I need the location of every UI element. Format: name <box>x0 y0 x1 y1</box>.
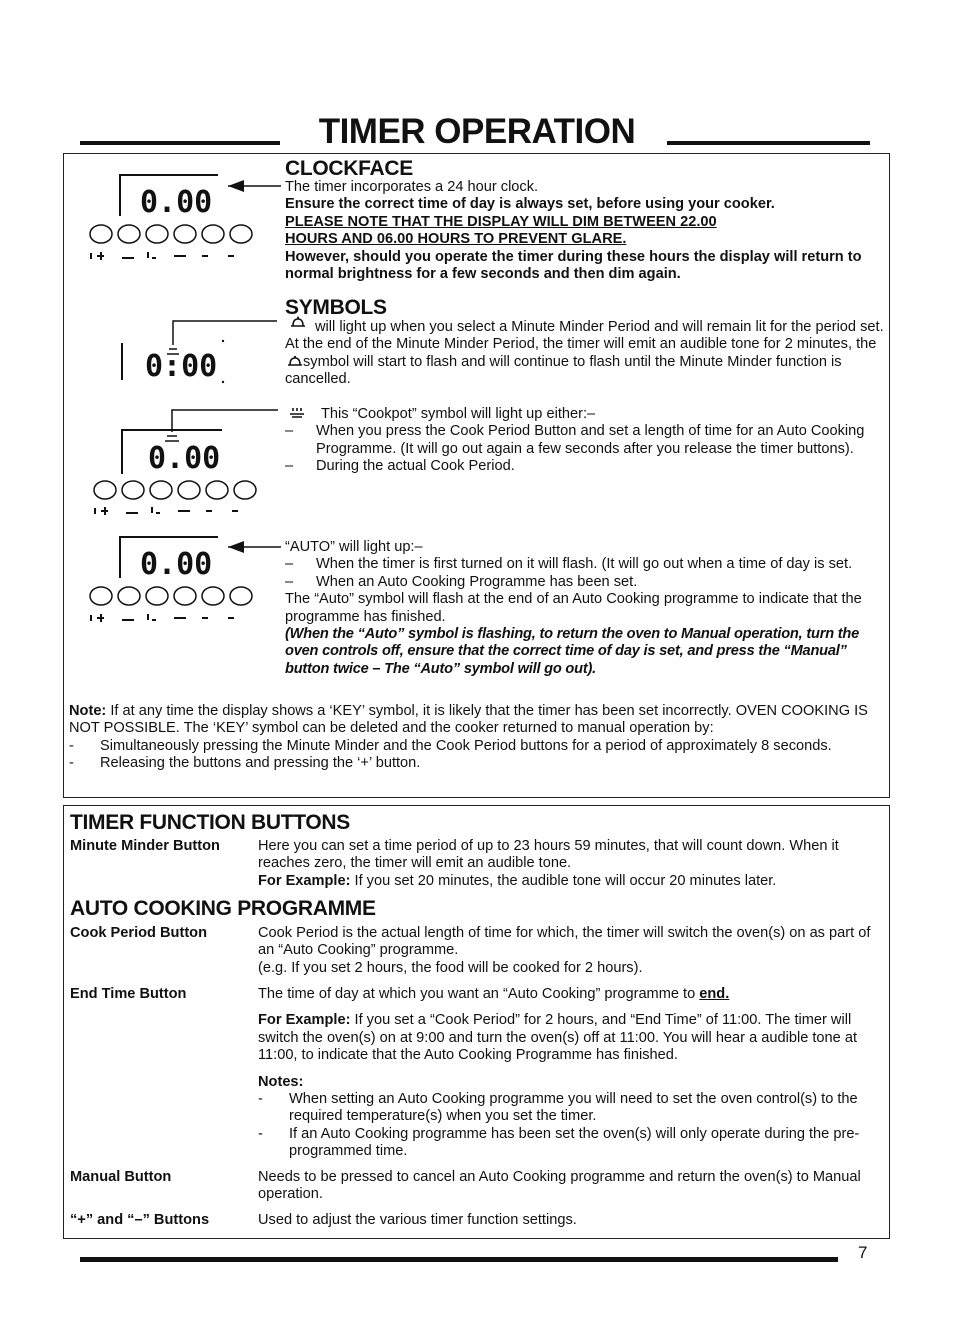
indicator-circles <box>90 587 252 605</box>
notes-item <box>258 1091 888 1126</box>
clockface-line-2: Ensure the correct time of day is always set, before using your cooker. <box>285 196 775 213</box>
clockface-text <box>285 179 885 283</box>
cookpot-item <box>285 423 889 458</box>
arrow-left-icon <box>228 541 244 553</box>
key-note <box>69 703 887 773</box>
end-time-end: end. <box>699 986 730 1002</box>
title-rule-right <box>667 141 870 145</box>
clockface-reading: 0.00 <box>140 185 213 220</box>
example-label: For Example: <box>258 1012 351 1029</box>
cookpot-text <box>285 406 889 476</box>
cook-period-label: Cook Period Button <box>70 925 208 941</box>
cookpot-intro: This “Cookpot” symbol will light up either:– <box>321 406 596 422</box>
auto-intro: “AUTO” will light up:– <box>285 539 423 555</box>
timer-function-buttons-heading: TIMER FUNCTION BUTTONS <box>70 811 350 834</box>
auto-display-illustration <box>88 534 288 626</box>
clockface-line-5: However, should you operate the timer during these hours the display will return to normal brightness for a few seconds and then dim again. <box>285 248 862 283</box>
note-text: If at any time the display shows a ‘KEY’ symbol, it is likely that the timer has been set incorrectly. OVEN COOKING IS NOT POSSIBLE. The ‘KEY’ symbol can be deleted and the cooker returned to manual operation by: <box>69 703 868 737</box>
auto-italic-note: (When the “Auto” symbol is flashing, to return the oven to Manual operation, turn the oven controls off, ensure that the correct time of day is set, and press the “Manual” button twice – The “Auto” symbol will go out). <box>285 626 860 677</box>
bullet: - <box>258 1091 263 1108</box>
cook-period-eg: (e.g. If you set 2 hours, the food will be cooked for 2 hours). <box>258 959 643 976</box>
bullet: - <box>69 755 74 772</box>
cookpot-item-text: When you press the Cook Period Button and set a length of time for an Auto Cooking Programme. (It will go out again a few seconds after you release the timer buttons). <box>316 423 865 457</box>
manual-text: Needs to be pressed to cancel an Auto Cooking programme and return the oven(s) to Manual operation. <box>258 1169 861 1203</box>
cook-period-text: Cook Period is the actual length of time for which, the timer will switch the oven(s) on as part of an “Auto Cooking” programme. <box>258 925 871 959</box>
dash: – <box>285 458 294 475</box>
clockface-line-4: HOURS AND 06.00 HOURS TO PREVENT GLARE. <box>285 231 627 248</box>
end-time-text: The time of day at which you want an “Auto Cooking” programme to <box>258 986 696 1002</box>
note-item <box>69 755 887 772</box>
auto-text <box>285 539 891 678</box>
auto-item <box>285 574 891 591</box>
cookpot-display-illustration <box>92 408 292 518</box>
cookpot-item-text: During the actual Cook Period. <box>316 458 515 475</box>
cookpot-reading: 0.00 <box>148 441 221 476</box>
auto-after: The “Auto” symbol will flash at the end of an Auto Cooking programme to indicate that the programme has finished. <box>285 591 862 625</box>
end-time-description <box>258 986 888 1161</box>
arrow-left-icon <box>228 180 244 192</box>
clockface-heading: CLOCKFACE <box>285 157 413 180</box>
auto-item-text: When an Auto Cooking Programme has been set. <box>316 573 638 590</box>
end-example-text: If you set a “Cook Period” for 2 hours, and “End Time” of 11:00. The timer will switch the oven(s) on at 9:00 and turn the oven(s) off at 11:00. You will hear a audible tone at 11:00, to indicate that the Auto Cooking Programme has finished. <box>258 1012 858 1064</box>
minute-minder-description <box>258 838 888 890</box>
clockface-display-illustration <box>88 172 288 264</box>
bullet: - <box>258 1125 263 1142</box>
plus-minus-label: “+” and “–” Buttons <box>70 1212 210 1228</box>
symbols-reading: 0:00 <box>145 349 218 384</box>
end-time-label: End Time Button <box>70 986 187 1002</box>
indicator-segment-marks <box>95 507 238 515</box>
note-item-text: Simultaneously pressing the Minute Minder and the Cook Period buttons for a period of approximately 8 seconds. <box>100 737 832 754</box>
title-rule-left <box>80 141 280 145</box>
indicator-circles <box>94 481 256 499</box>
auto-reading: 0.00 <box>140 547 213 582</box>
bell-symbol-text-2: symbol will start to flash and will continue to flash until the Minute Minder function is cancelled. <box>285 353 842 388</box>
dash: – <box>285 556 294 573</box>
page-number: 7 <box>858 1243 868 1262</box>
clockface-line-1: The timer incorporates a 24 hour clock. <box>285 179 539 195</box>
notes-label: Notes: <box>258 1073 304 1090</box>
example-label: For Example: <box>258 872 351 889</box>
note-label: Note: <box>69 703 107 719</box>
auto-cooking-heading: AUTO COOKING PROGRAMME <box>70 897 376 920</box>
indicator-segment-marks <box>91 252 234 260</box>
clockface-line-3: PLEASE NOTE THAT THE DISPLAY WILL DIM BETWEEN 22.00 <box>285 213 717 230</box>
indicator-circles <box>90 225 252 243</box>
symbols-display-illustration <box>117 318 287 388</box>
note-item-text: Releasing the buttons and pressing the ‘+’ button. <box>100 755 421 772</box>
dash: – <box>285 573 294 590</box>
cookpot-item <box>285 458 889 475</box>
timer-buttons-box <box>63 805 890 1239</box>
minute-minder-example: If you set 20 minutes, the audible tone will occur 20 minutes later. <box>354 872 777 889</box>
symbols-heading: SYMBOLS <box>285 296 387 319</box>
dash: – <box>285 423 294 440</box>
cook-period-description <box>258 925 888 977</box>
bell-symbol-text-1: will light up when you select a Minute Minder Period and will remain lit for the period set. At the end of the Minute Minder Period, the timer will emit an audible tone for 2 minutes, the <box>285 319 884 353</box>
minute-minder-text: Here you can set a time period of up to 23 hours 59 minutes, that will count down. When it reaches zero, the timer will emit an audible tone. <box>258 838 839 872</box>
notes-item <box>258 1126 888 1161</box>
plus-minus-text: Used to adjust the various timer function settings. <box>258 1212 577 1228</box>
footer-rule <box>80 1257 838 1262</box>
auto-item <box>285 556 891 573</box>
indicator-segment-marks <box>91 614 234 622</box>
minute-minder-label: Minute Minder Button <box>70 838 220 854</box>
page-title: TIMER OPERATION <box>318 112 636 151</box>
note-item <box>69 738 887 755</box>
manual-label: Manual Button <box>70 1169 172 1185</box>
auto-item-text: When the timer is first turned on it will flash. (It will go out when a time of day is set. <box>316 556 853 573</box>
bell-symbol-text <box>285 319 889 389</box>
notes-item-text: When setting an Auto Cooking programme you will need to set the oven control(s) to the required temperature(s) when you set the timer. <box>289 1091 858 1125</box>
notes-item-text: If an Auto Cooking programme has been set the oven(s) will only operate during the pre-programmed time. <box>289 1125 860 1160</box>
bullet: - <box>69 737 74 754</box>
